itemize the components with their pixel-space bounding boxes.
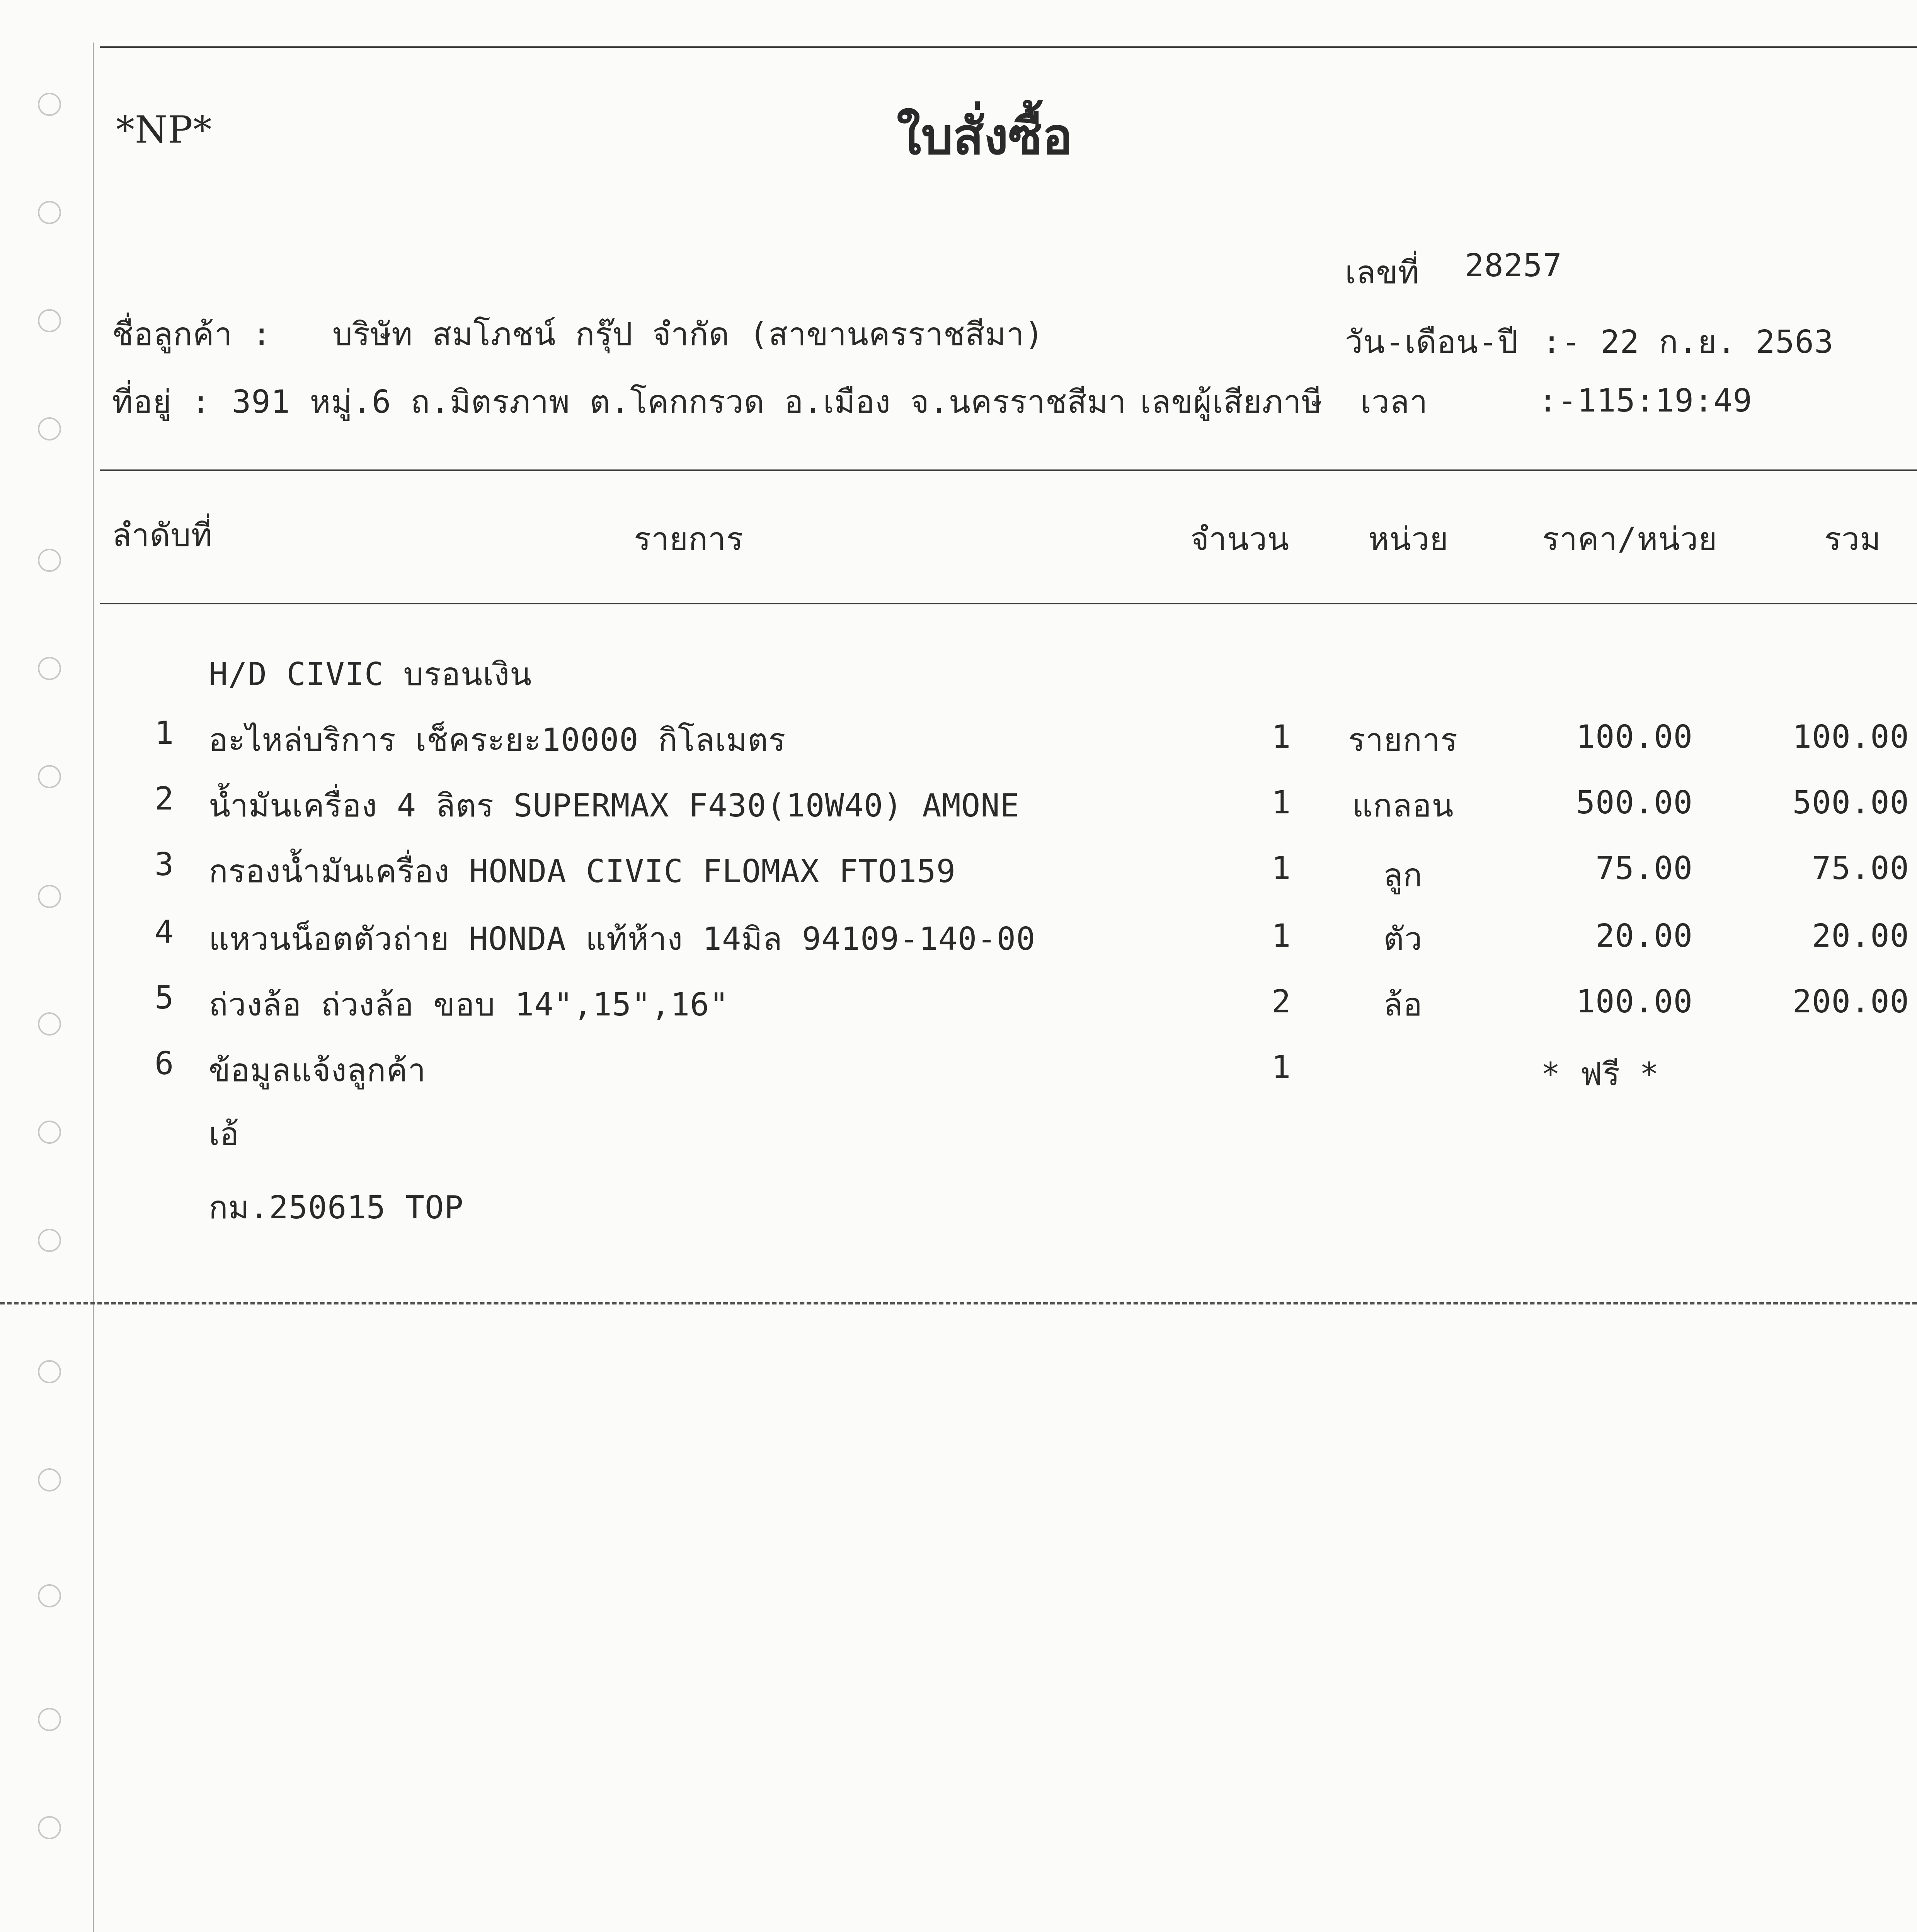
col-header-price: ราคา/หน่วย <box>1542 521 1718 558</box>
doc-no-label: เลขที่ <box>1345 254 1420 291</box>
row-no: 3 <box>155 846 174 883</box>
feed-hole-icon <box>38 885 61 908</box>
tractor-feed-margin <box>0 0 89 1932</box>
doc-no: 28257 <box>1465 247 1562 284</box>
time-value: :-115:19:49 <box>1538 383 1753 419</box>
row-price: 500.00 <box>1576 784 1693 821</box>
row-qty: 1 <box>1272 850 1291 887</box>
time-label: เวลา <box>1360 384 1428 420</box>
row-qty: 1 <box>1272 1049 1291 1086</box>
col-header-unit: หน่วย <box>1368 521 1449 558</box>
row-unit: แกลอน <box>1352 787 1454 824</box>
customer-name-label: ชื่อลูกค้า : <box>112 316 272 353</box>
feed-hole-icon <box>38 1012 61 1036</box>
feed-hole-icon <box>38 417 61 440</box>
row-no: 6 <box>155 1045 174 1082</box>
feed-hole-icon <box>38 1816 61 1839</box>
feed-hole-icon <box>38 309 61 332</box>
row-total: 200.00 <box>1792 983 1909 1020</box>
row-no: 4 <box>155 914 174 951</box>
row-price: 75.00 <box>1595 850 1693 887</box>
row-total: 100.00 <box>1792 719 1909 755</box>
row-price: 20.00 <box>1595 918 1693 954</box>
row-unit: ตัว <box>1383 921 1423 957</box>
feed-hole-icon <box>38 1360 61 1383</box>
document-title: ใบสั่งซื้อ <box>897 107 1073 166</box>
date-value: :- 22 ก.ย. 2563 <box>1542 324 1834 361</box>
row-qty: 1 <box>1272 719 1291 755</box>
row-item: แหวนน็อตตัวถ่าย HONDA แท้ห้าง 14มิล 94109-140-00 <box>209 921 1036 957</box>
row-qty: 1 <box>1272 784 1291 821</box>
feed-hole-icon <box>38 657 61 680</box>
customer-name: บริษัท สมโภชน์ กรุ๊ป จำกัด (สาขานครราชสีมา) <box>332 316 1044 353</box>
row-no: 5 <box>155 980 174 1016</box>
row-total: 500.00 <box>1792 784 1909 821</box>
note-line-2: กม.250615 TOP <box>209 1189 464 1226</box>
row-no: 2 <box>155 781 174 817</box>
row-no: 1 <box>155 715 174 752</box>
date-label: วัน-เดือน-ปี <box>1345 324 1519 361</box>
feed-hole-icon <box>38 1584 61 1607</box>
company-mark: *NP* <box>116 108 212 151</box>
row-item: กรองน้ำมันเครื่อง HONDA CIVIC FLOMAX FTO159 <box>209 853 956 890</box>
row-total: 20.00 <box>1812 918 1909 954</box>
vehicle-group-title: H/D CIVIC บรอนเงิน <box>209 656 532 693</box>
header-rule <box>100 469 1917 471</box>
row-price: * ฟรี * <box>1541 1056 1659 1093</box>
row-price: 100.00 <box>1576 983 1693 1020</box>
dashed-separator <box>0 1302 1917 1304</box>
col-header-no: ลำดับที่ <box>112 517 213 554</box>
row-qty: 1 <box>1272 918 1291 954</box>
row-price: 100.00 <box>1576 719 1693 755</box>
row-item: อะไหล่บริการ เช็คระยะ10000 กิโลเมตร <box>209 722 786 759</box>
row-qty: 2 <box>1272 983 1291 1020</box>
feed-hole-icon <box>38 549 61 572</box>
address: 391 หมู่.6 ถ.มิตรภาพ ต.โคกกรวด อ.เมือง จ.นครราชสีมา <box>232 384 1127 420</box>
feed-hole-icon <box>38 1708 61 1731</box>
feed-hole-icon <box>38 1229 61 1252</box>
row-item: ถ่วงล้อ ถ่วงล้อ ขอบ 14",15",16" <box>209 986 729 1023</box>
note-line-1: เอ้ <box>209 1116 240 1153</box>
feed-hole-icon <box>38 1121 61 1144</box>
col-header-total: รวม <box>1824 521 1881 558</box>
feed-hole-icon <box>38 93 61 116</box>
margin-perforation <box>93 43 94 1932</box>
table-header-rule <box>100 603 1917 604</box>
row-unit: ล้อ <box>1383 986 1423 1023</box>
col-header-item: รายการ <box>634 521 744 558</box>
row-item: ข้อมูลแจ้งลูกค้า <box>209 1052 426 1089</box>
tax-id-label: เลขผู้เสียภาษี <box>1140 384 1323 420</box>
address-label: ที่อยู่ : <box>112 384 211 420</box>
row-unit: รายการ <box>1348 722 1458 759</box>
feed-hole-icon <box>38 765 61 788</box>
feed-hole-icon <box>38 201 61 224</box>
top-rule <box>100 46 1917 48</box>
col-header-qty: จำนวน <box>1190 521 1290 558</box>
row-item: น้ำมันเครื่อง 4 ลิตร SUPERMAX F430(10W40) AMONE <box>209 787 1020 824</box>
row-unit: ลูก <box>1383 857 1423 894</box>
row-total: 75.00 <box>1812 850 1909 887</box>
feed-hole-icon <box>38 1468 61 1492</box>
